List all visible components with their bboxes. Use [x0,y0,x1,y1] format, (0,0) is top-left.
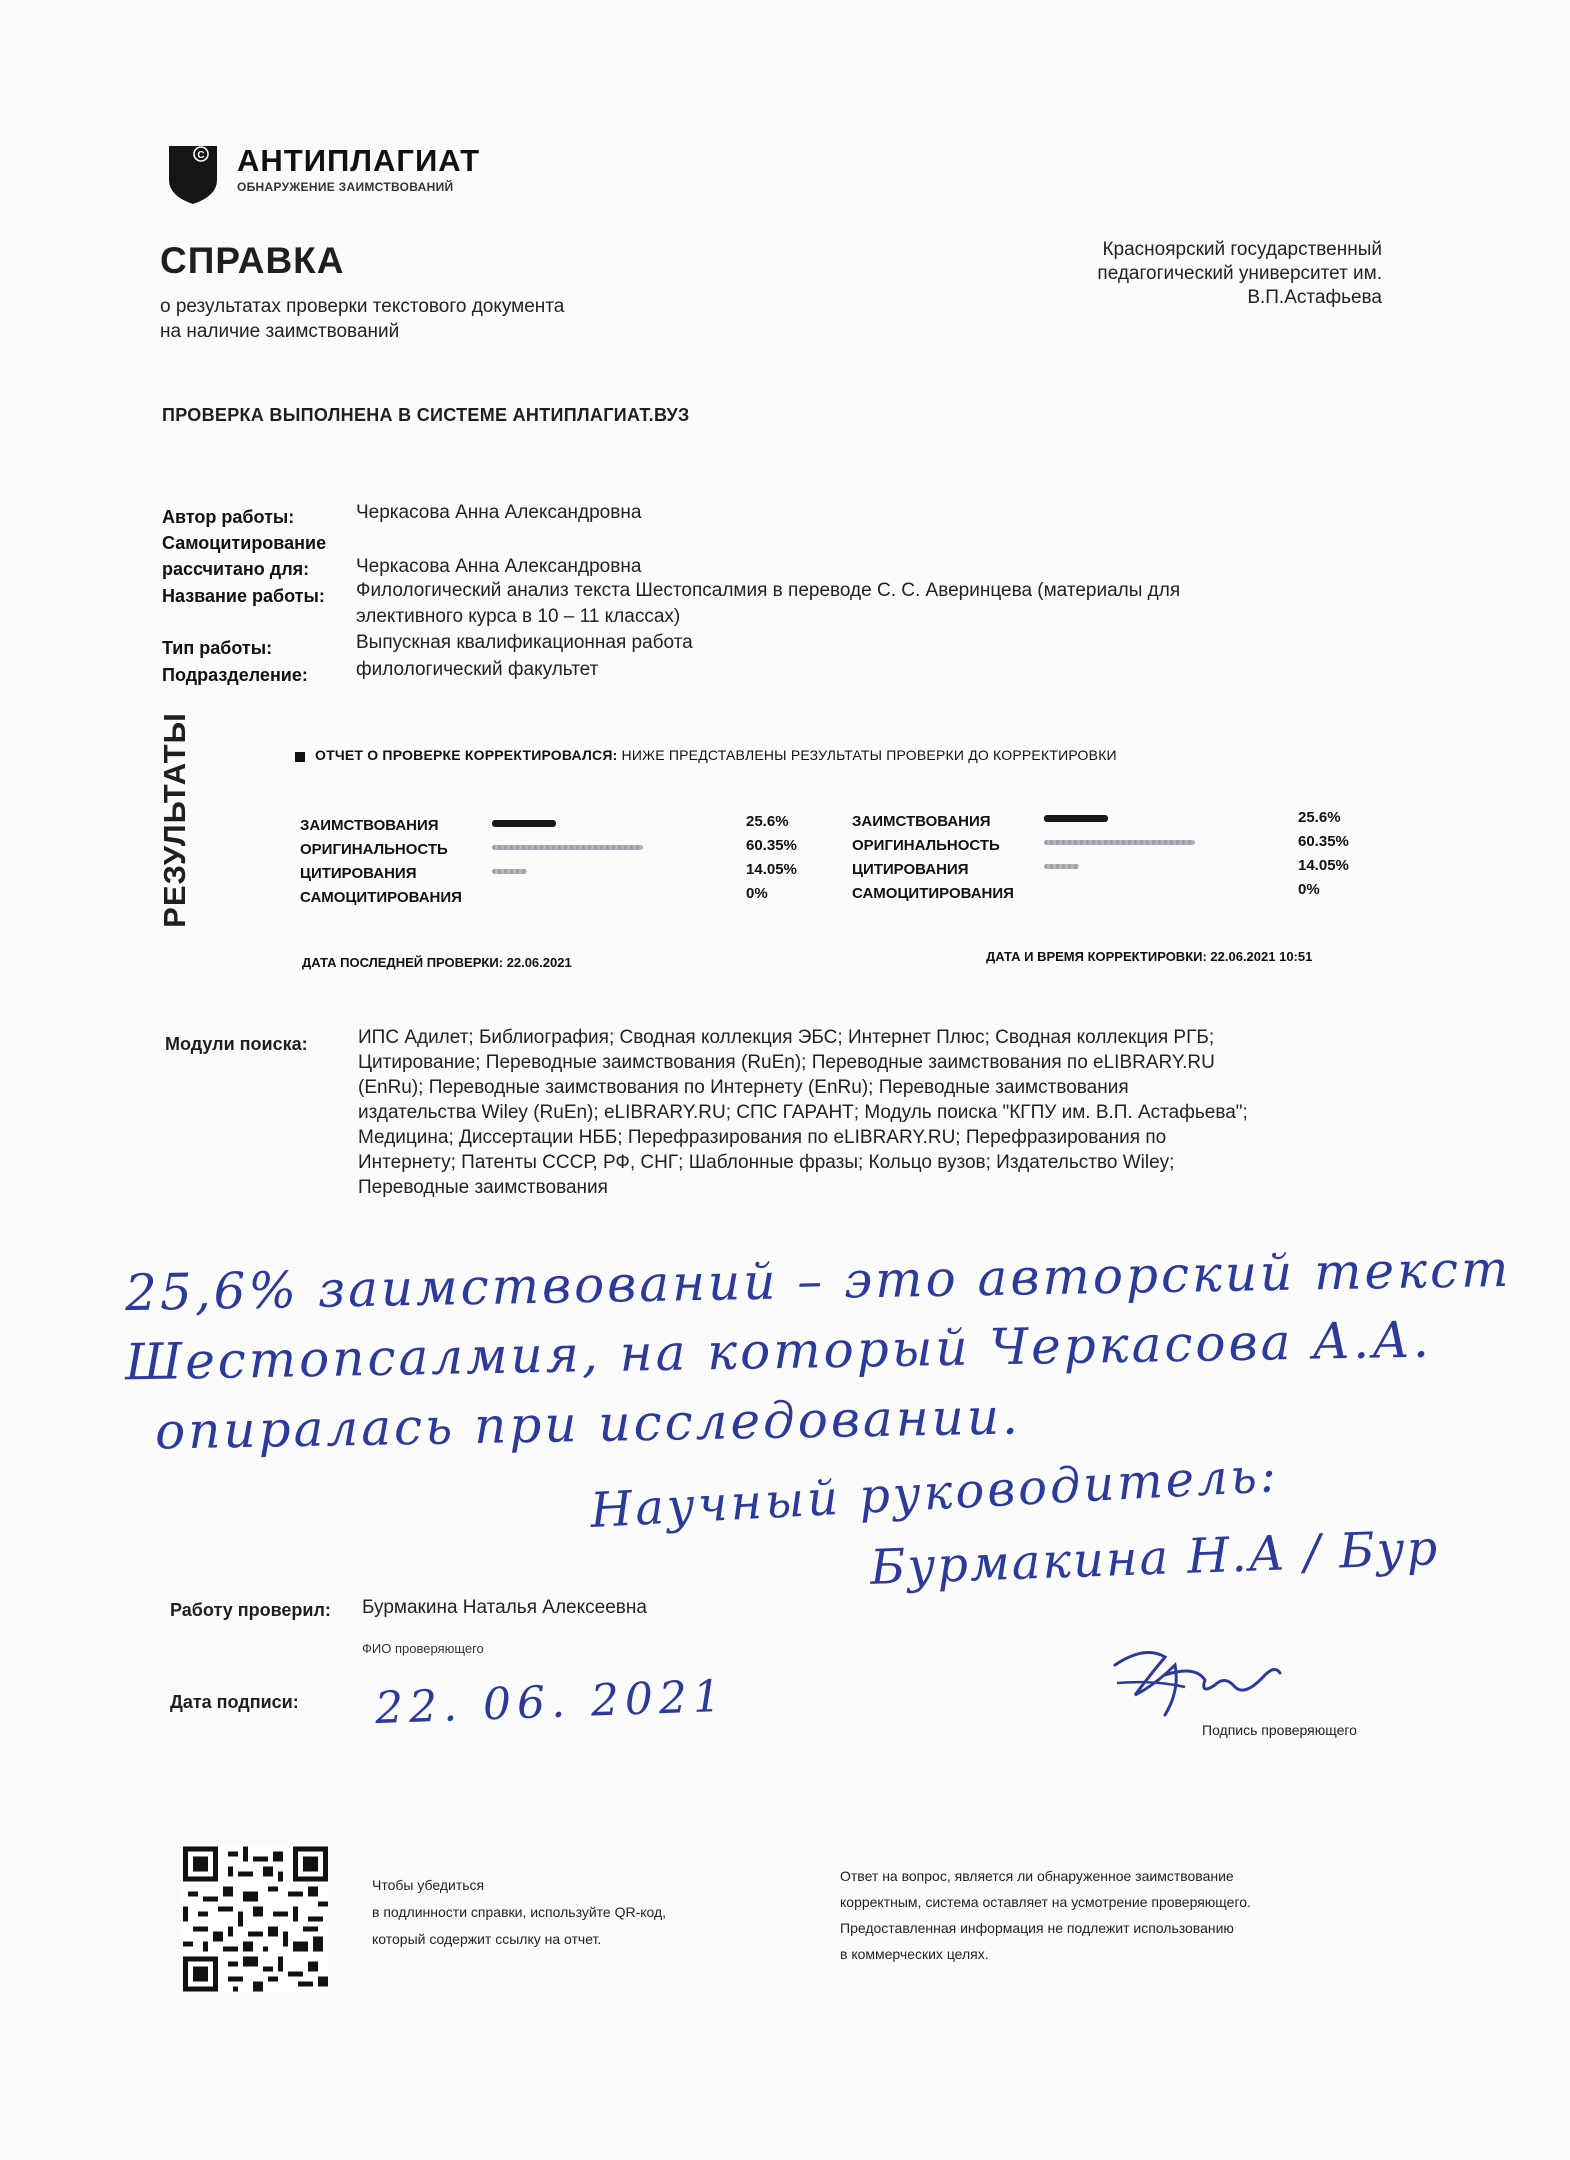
checker-caption: ФИО проверяющего [362,1641,484,1656]
left-citation-bar [492,869,527,874]
signature-caption: Подпись проверяющего [1202,1722,1357,1738]
right-borrow-bar [1044,815,1108,822]
department-label: Подразделение: [162,665,308,685]
handwritten-sign-date: 22. 06. 2021 [374,1670,728,1735]
modules-line: Цитирование; Переводные заимствования (RuEn); Переводные заимствования по eLIBRARY.RU [358,1052,1215,1073]
document-subtitle-line1: о результатах проверки текстового документа [160,296,565,317]
results-heading: РЕЗУЛЬТАТЫ [157,712,192,928]
right-originality-label: ОРИГИНАЛЬНОСТЬ [852,837,1000,854]
handwritten-note-line2: Шестопсалмия, на который Черкасова А.А. [124,1310,1433,1392]
correction-date: ДАТА И ВРЕМЯ КОРРЕКТИРОВКИ: 22.06.2021 10:51 [986,949,1313,964]
right-citation-bar [1044,864,1079,869]
left-borrow-value: 25.6% [746,813,789,830]
qr-code-icon [183,1845,328,1993]
author-value: Черкасова Анна Александровна [356,502,642,523]
svg-text:C: C [197,150,205,161]
left-selfcite-value: 0% [746,885,768,902]
right-originality-value: 60.35% [1298,833,1349,850]
qr-note-line1: Чтобы убедиться [372,1877,485,1893]
left-borrow-bar [492,820,556,827]
work-title-line2: элективного курса в 10 – 11 классах) [356,606,681,627]
system-statement: ПРОВЕРКА ВЫПОЛНЕНА В СИСТЕМЕ АНТИПЛАГИАТ.ВУЗ [162,405,690,425]
left-borrow-label: ЗАИМСТВОВАНИЯ [300,817,439,834]
modules-line: (EnRu); Переводные заимствования по Интернету (EnRu); Переводные заимствования [358,1077,1129,1098]
qr-note-line3: который содержит ссылку на отчет. [372,1931,602,1947]
note-bullet [295,752,305,762]
disclaimer-line1: Ответ на вопрос, является ли обнаруженное заимствование [840,1868,1234,1884]
left-originality-value: 60.35% [746,837,797,854]
left-selfcite-label: САМОЦИТИРОВАНИЯ [300,889,462,906]
modules-line: Переводные заимствования [358,1177,608,1198]
modules-line: издательства Wiley (RuEn); eLIBRARY.RU; СПС ГАРАНТ; Модуль поиска "КГПУ им. В.П. Астафьева"; [358,1102,1248,1123]
handwritten-supervisor-title: Научный руководитель: [589,1447,1281,1539]
right-citation-label: ЦИТИРОВАНИЯ [852,861,969,878]
university-line2: педагогический университет им. [1097,263,1382,284]
work-title-label: Название работы: [162,586,325,606]
selfcite-value: Черкасова Анна Александровна [356,556,642,577]
right-borrow-value: 25.6% [1298,809,1341,826]
logo-title: АНТИПЛАГИАТ [237,143,481,178]
antiplagiat-logo-icon [165,140,221,206]
author-label: Автор работы: [162,507,295,527]
work-type-value: Выпускная квалификационная работа [356,632,693,653]
disclaimer-line4: в коммерческих целях. [840,1946,989,1962]
selfcite-label-line2: рассчитано для: [162,559,310,579]
work-type-label: Тип работы: [162,638,273,658]
correction-note [315,747,1117,763]
right-selfcite-label: САМОЦИТИРОВАНИЯ [852,885,1014,902]
left-citation-value: 14.05% [746,861,797,878]
left-citation-label: ЦИТИРОВАНИЯ [300,865,417,882]
logo-subtitle: ОБНАРУЖЕНИЕ ЗАИМСТВОВАНИЙ [237,180,454,194]
correction-note-rest: НИЖЕ ПРЕДСТАВЛЕНЫ РЕЗУЛЬТАТЫ ПРОВЕРКИ ДО КОРРЕКТИРОВКИ [617,747,1117,763]
correction-note-bold: ОТЧЕТ О ПРОВЕРКЕ КОРРЕКТИРОВАЛСЯ: [315,747,618,763]
document-subtitle-line2: на наличие заимствований [160,321,400,342]
signature-icon [1105,1635,1290,1725]
right-originality-bar [1044,840,1195,845]
university-line1: Красноярский государственный [1102,239,1382,260]
left-originality-label: ОРИГИНАЛЬНОСТЬ [300,841,448,858]
handwritten-supervisor-name: Бурмакина Н.А / Бур [869,1520,1441,1596]
modules-line: ИПС Адилет; Библиография; Сводная коллекция ЭБС; Интернет Плюс; Сводная коллекция РГБ; [358,1027,1215,1048]
work-title-line1: Филологический анализ текста Шестопсалмия в переводе С. С. Аверинцева (материалы для [356,580,1181,601]
right-selfcite-value: 0% [1298,881,1320,898]
selfcite-label-line1: Самоцитирование [162,533,327,553]
department-value: филологический факультет [356,659,599,680]
disclaimer-line2: корректным, система оставляет на усмотрение проверяющего. [840,1894,1251,1910]
sign-date-label: Дата подписи: [170,1692,299,1712]
handwritten-note-line1: 25,6% заимствований – это авторский текст [124,1239,1512,1323]
university-line3: В.П.Астафьева [1247,287,1382,308]
handwritten-note-line3: опиралась при исследовании. [154,1387,1022,1461]
document-title: СПРАВКА [160,240,345,281]
checker-label: Работу проверил: [170,1600,331,1620]
qr-note-line2: в подлинности справки, используйте QR-код, [372,1904,667,1920]
right-borrow-label: ЗАИМСТВОВАНИЯ [852,813,991,830]
last-check-date: ДАТА ПОСЛЕДНЕЙ ПРОВЕРКИ: 22.06.2021 [302,955,572,970]
modules-label: Модули поиска: [165,1034,308,1054]
left-originality-bar [492,845,643,850]
modules-line: Медицина; Диссертации НББ; Перефразирования по eLIBRARY.RU; Перефразирования по [358,1127,1167,1148]
checker-name: Бурмакина Наталья Алексеевна [362,1597,647,1618]
disclaimer-line3: Предоставленная информация не подлежит использованию [840,1920,1234,1936]
right-citation-value: 14.05% [1298,857,1349,874]
modules-line: Интернету; Патенты СССР, РФ, СНГ; Шаблонные фразы; Кольцо вузов; Издательство Wiley; [358,1152,1175,1173]
